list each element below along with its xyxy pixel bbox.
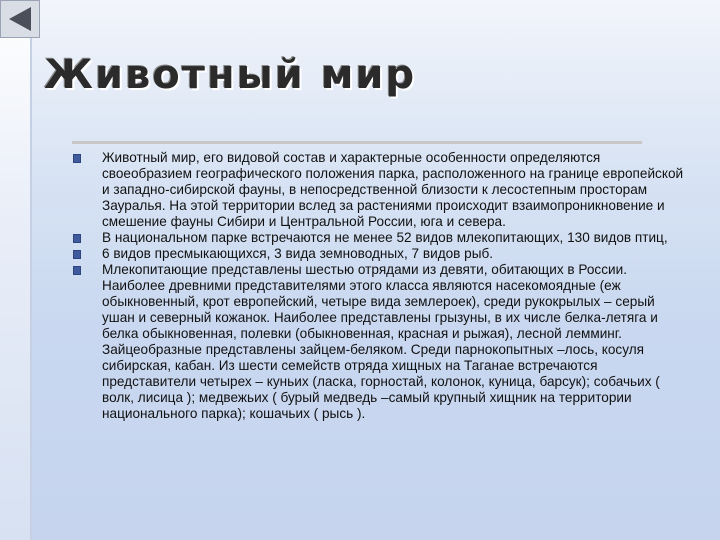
- bullet-text: 6 видов пресмыкающихся, 3 вида земноводных, 7 видов рыб.: [102, 246, 494, 261]
- square-bullet-icon: [73, 266, 81, 275]
- square-bullet-icon: [73, 154, 81, 163]
- left-decorative-stripe: [0, 0, 30, 540]
- back-button[interactable]: [0, 0, 40, 38]
- slide-title: Животный мир: [44, 52, 417, 98]
- triangle-left-icon: [5, 5, 35, 33]
- bullet-list: [70, 150, 690, 422]
- bullet-item: [70, 262, 690, 422]
- bullet-item: [70, 246, 690, 262]
- title-underline: [72, 141, 642, 144]
- bullet-item: [70, 230, 690, 246]
- square-bullet-icon: [73, 234, 81, 243]
- bullet-text: Животный мир, его видовой состав и характерные особенности определяются своеобразием географического положения парка, расположенного на границе европейской и западно-сибирской фауны, в непосредственной близости к лесостепным просторам Зауралья. На этой территории вслед за растениями происходит взаимопроникновение и смешение фауны Сибири и Центральной России, юга и севера.: [102, 150, 684, 229]
- square-bullet-icon: [73, 250, 81, 259]
- bullet-text: Млекопитающие представлены шестью отрядами из девяти, обитающих в России. Наиболее древними представителями этого класса являются насекомоядные (еж обыкновенный, крот европейский, четыре вида землероек), среди рукокрылых – серый ушан и северный кожанок. Наиболее представлены грызуны, в их числе белка-летяга и белка обыкновенная, полевки (обыкновенная, красная и рыжая), лесной лемминг. Зайцеобразные представлены зайцем-беляком. Среди парнокопытных –лось, косуля сибирская, кабан. Из шести семейств отряда хищных на Таганае встречаются представители четырех – куньих (ласка, горностай, колонок, куница, барсук); собачьих ( волк, лисица ); медвежьих ( бурый медведь –самый крупный хищник на территории национального парка); кошачьих ( рысь ).: [102, 262, 660, 421]
- bullet-text: В национальном парке встречаются не менее 52 видов млекопитающих, 130 видов птиц,: [102, 230, 668, 245]
- left-stripe-divider: [30, 0, 32, 540]
- bullet-item: [70, 150, 690, 230]
